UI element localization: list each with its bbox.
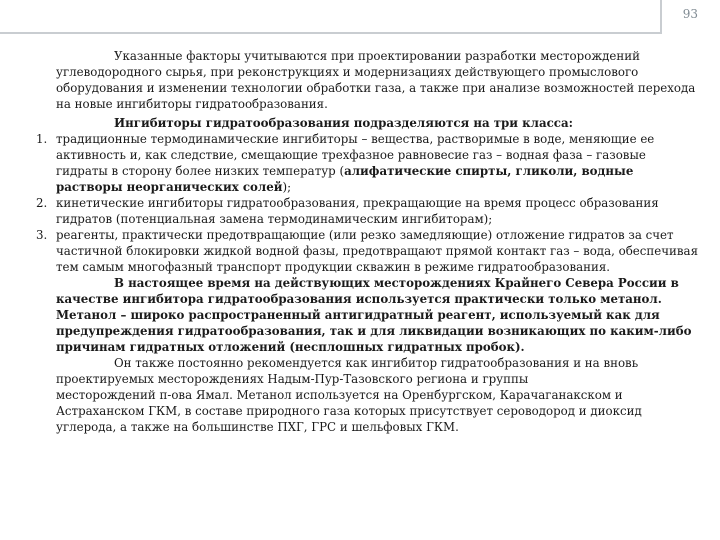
list-item-2-text: кинетические ингибиторы гидратообразования, прекращающие на время процесс образования гидратов (потенциальная замена термодинамическим ингибиторам); <box>56 196 659 226</box>
list-item-3 <box>38 227 700 275</box>
list-item-1 <box>38 131 700 195</box>
list-item-2 <box>38 195 700 227</box>
page-number: 93 <box>682 7 698 21</box>
slide-header <box>0 0 720 36</box>
list-item-1-end: ); <box>282 180 292 194</box>
list-item-1-text: традиционные термодинамические ингибиторы – вещества, растворимые в воде, меняющие ее активность и, как следствие, смещающие трехфазное равновесие газ – водная фаза – газовые гидраты в сторону более низких температур ( <box>56 132 655 178</box>
list-number-1: 1. <box>36 132 48 146</box>
recommendation-paragraph-end: месторождений п-ова Ямал. Метанол используется на Оренбургском, Карачаганакском и Астраханском ГКМ, в составе природного газа которых присутствует сероводород и диоксид углерода, а также на большинстве ПХГ, ГРС и шельфовых ГКМ. <box>56 388 642 434</box>
recommendation-paragraph-start: Он также постоянно рекомендуется как ингибитор гидратообразования и на вновь проектируемых месторождениях Надым-Пур-Тазовского региона и группы <box>56 356 639 386</box>
list-number-2: 2. <box>36 196 48 210</box>
slide-body <box>38 48 700 435</box>
classes-heading: Ингибиторы гидратообразования подразделяются на три класса: <box>114 116 573 130</box>
intro-paragraph: Указанные факторы учитываются при проектировании разработки месторождений углеводородного сырья, при реконструкциях и модернизациях действующего промыслового оборудования и изменении технологии обработки газа, а также при анализе возможностей перехода на новые ингибиторы гидратообразования. <box>56 49 696 111</box>
header-divider <box>0 32 702 34</box>
list-item-1-bold: алифатические спирты, гликоли, водные растворы неорганических солей <box>56 164 634 194</box>
list-number-3: 3. <box>36 228 48 242</box>
list-item-3-text: реагенты, практически предотвращающие (или резко замедляющие) отложение гидратов за счет частичной блокировки жидкой водной фазы, предотвращают прямой контакт газ – вода, обеспечивая тем самым многофазный транспорт продукции скважин в режиме гидратообразования. <box>56 228 699 274</box>
methanol-paragraph: В настоящее время на действующих месторождениях Крайнего Севера России в качестве ингибитора гидратообразования используется практически только метанол. Метанол – широко распространенный антигидратный реагент, используемый как для предупреждения гидратообразования, так и для ликвидации возникающих по каким-либо причинам гидратных отложений (несплошных гидратных пробок). <box>56 276 692 354</box>
